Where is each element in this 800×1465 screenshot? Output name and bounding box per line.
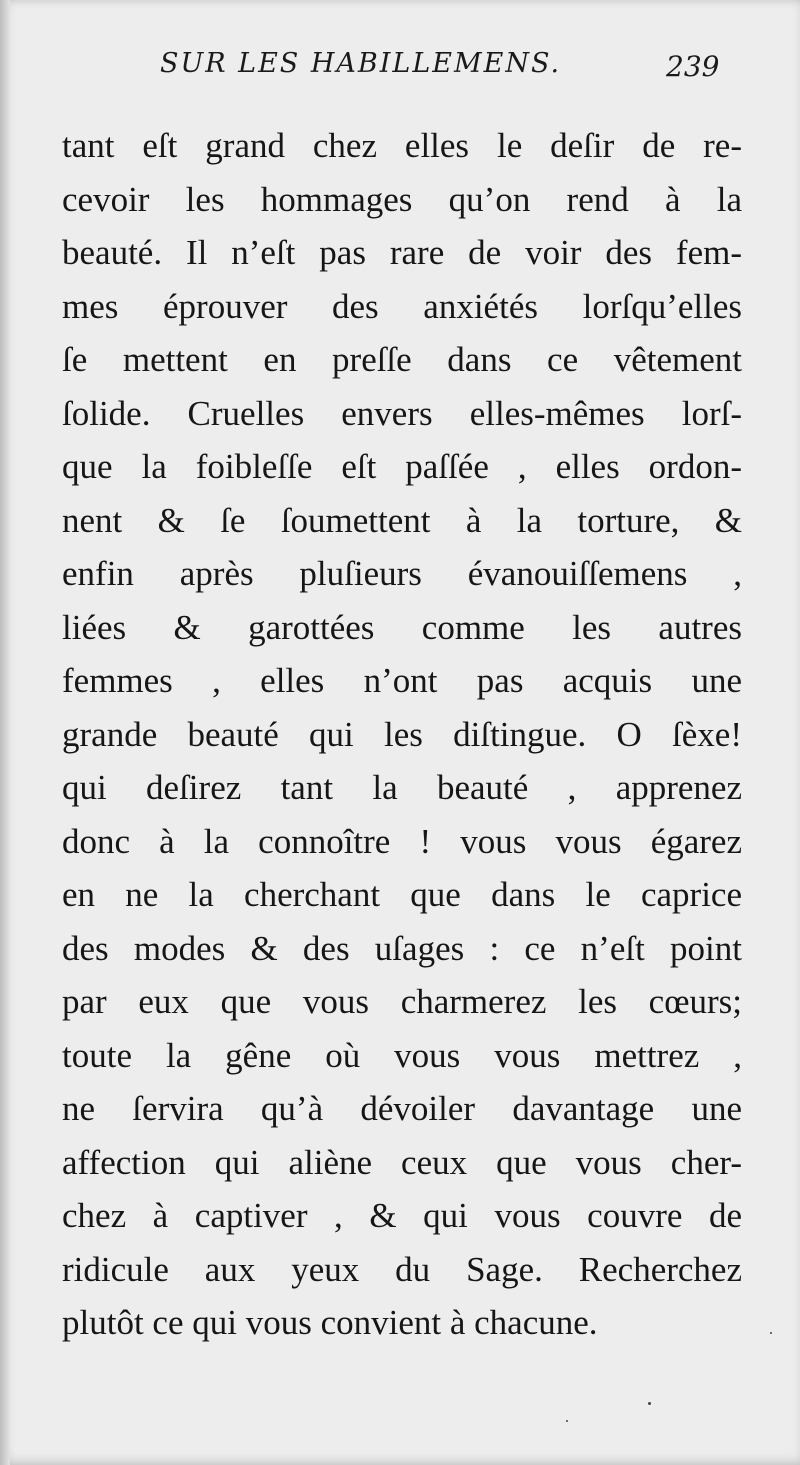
text-line: beauté. Il n’eſt pas rare de voir des fem-	[62, 233, 742, 272]
text-line: ſolide. Cruelles envers elles-mêmes lorſ-	[62, 393, 742, 433]
text-line: liées & garottées comme les autres	[62, 607, 742, 647]
ink-speck	[566, 1420, 568, 1422]
text-line: affection qui aliène ceux que vous cher-	[62, 1142, 742, 1182]
text-line: toute la gêne où vous vous mettrez ,	[62, 1035, 742, 1075]
text-line: donc à la connoître ! vous vous égarez	[62, 821, 742, 861]
text-line: que la foibleſſe eſt paſſée , elles ordon-	[62, 447, 742, 486]
running-head	[0, 48, 800, 98]
text-line: chez à captiver , & qui vous couvre de	[62, 1196, 742, 1235]
text-line: en ne la cherchant que dans le caprice	[62, 875, 742, 914]
text-line: ſe mettent en preſſe dans ce vêtement	[62, 340, 742, 379]
page-number: 239	[666, 50, 720, 83]
text-line: des modes & des uſages : ce n’eſt point	[62, 928, 742, 968]
text-line: ne ſervira qu’à dévoiler davantage une	[62, 1089, 742, 1128]
text-line: qui deſirez tant la beauté , apprenez	[62, 768, 742, 807]
body-text	[62, 119, 742, 1350]
ink-speck	[770, 1332, 772, 1334]
text-line: par eux que vous charmerez les cœurs;	[62, 982, 742, 1021]
text-line: ridicule aux yeux du Sage. Recherchez	[62, 1249, 742, 1289]
text-line: plutôt ce qui vous convient à chacune.	[62, 1303, 598, 1342]
text-line: tant eſt grand chez elles le deſir de re-	[62, 126, 742, 165]
page-gutter-shadow	[0, 0, 10, 1465]
running-title: SUR LES HABILLEMENS.	[160, 48, 562, 79]
text-line: enfin après pluſieurs évanouiſſemens ,	[62, 554, 742, 593]
text-line: cevoir les hommages qu’on rend à la	[62, 179, 742, 219]
text-line: nent & ſe ſoumettent à la torture, &	[62, 500, 742, 540]
text-line: femmes , elles n’ont pas acquis une	[62, 661, 742, 700]
ink-speck	[648, 1402, 651, 1405]
text-line: mes éprouver des anxiétés lorſqu’elles	[62, 286, 742, 326]
text-line: grande beauté qui les diſtingue. O ſèxe!	[62, 714, 742, 754]
